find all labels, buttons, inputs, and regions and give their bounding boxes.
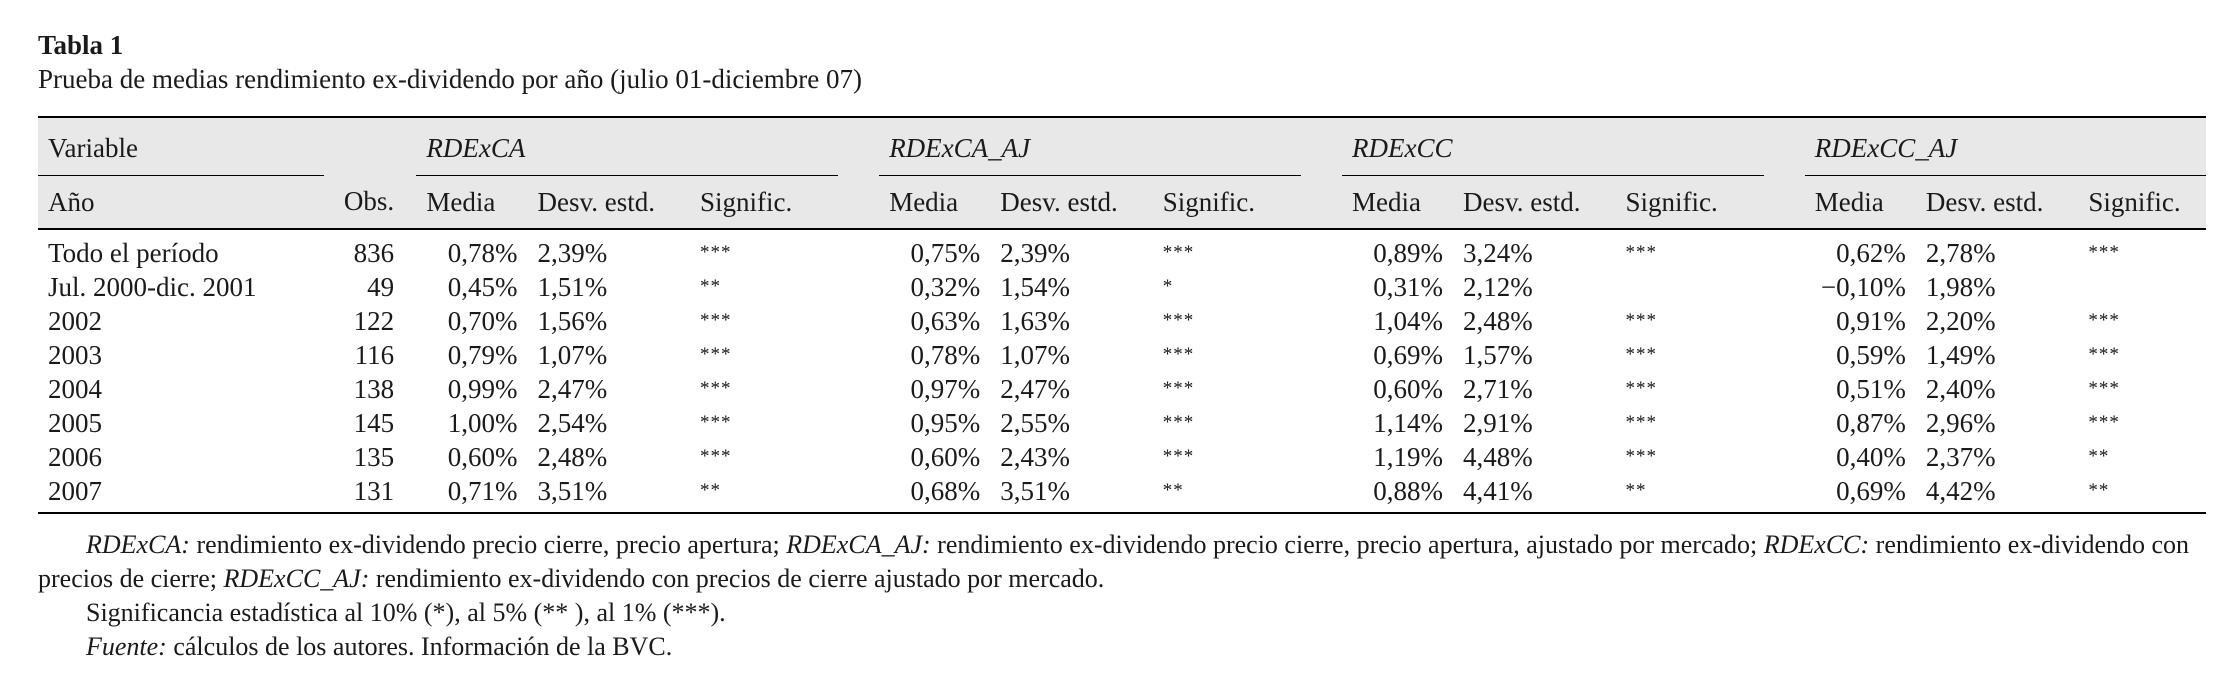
desv-value: 4,41% — [1463, 476, 1533, 506]
signif-value: *** — [699, 310, 732, 331]
obs-value: 836 — [353, 238, 395, 268]
signif-value: ** — [699, 480, 721, 501]
row-label: 2005 — [48, 408, 102, 438]
signif-value — [2078, 270, 2206, 304]
signif-value: *** — [2088, 378, 2120, 399]
desv-value: 2,37% — [1925, 442, 1996, 472]
table-row — [38, 304, 2206, 338]
media-value: 0,60% — [1373, 374, 1444, 404]
media-value: 0,69% — [1373, 340, 1444, 370]
desv-value: 3,51% — [537, 476, 608, 506]
desv-header: Desv. estd. — [990, 176, 1152, 230]
desv-header: Desv. estd. — [1916, 176, 2078, 230]
signif-value: *** — [2088, 242, 2120, 263]
media-value: 0,62% — [1836, 238, 1906, 268]
media-value: 0,32% — [910, 272, 981, 302]
desv-header: Desv. estd. — [527, 176, 689, 230]
desv-value: 2,47% — [1000, 374, 1070, 404]
row-label: 2004 — [48, 374, 102, 404]
signif-header: Signific. — [1153, 176, 1301, 230]
desv-value: 2,78% — [1925, 238, 1996, 268]
desv-value: 1,63% — [1000, 306, 1070, 336]
desv-value: 2,55% — [1000, 408, 1070, 438]
obs-value: 131 — [353, 476, 395, 506]
media-value: 0,68% — [910, 476, 981, 506]
definitions-note — [38, 528, 2206, 596]
desv-value: 2,39% — [1000, 238, 1070, 268]
signif-value: *** — [699, 412, 732, 433]
results-table — [38, 116, 2206, 514]
media-value: 1,04% — [1373, 306, 1444, 336]
signif-header: Signific. — [2078, 176, 2206, 230]
media-value: 0,78% — [447, 238, 518, 268]
table-row — [38, 372, 2206, 406]
table-notes — [38, 528, 2206, 664]
row-label: 2006 — [48, 442, 102, 472]
def-text: rendimiento ex-dividendo con precios de cierre; — [38, 530, 2190, 593]
desv-value: 2,39% — [537, 238, 608, 268]
media-value: 0,40% — [1836, 442, 1906, 472]
media-value: 0,78% — [910, 340, 981, 370]
signif-value — [1616, 270, 1764, 304]
signif-value: ** — [1625, 480, 1647, 501]
table-number: Tabla 1 — [38, 30, 124, 60]
media-value: 0,60% — [910, 442, 981, 472]
desv-value: 1,57% — [1463, 340, 1533, 370]
desv-value: 1,07% — [1000, 340, 1070, 370]
row-label: Todo el período — [48, 238, 219, 268]
def-text: rendimiento ex-dividendo precio cierre, precio apertura, ajustado por mercado; — [930, 530, 1764, 559]
media-value: 1,00% — [447, 408, 518, 438]
desv-value: 3,51% — [1000, 476, 1070, 506]
signif-value: *** — [699, 378, 732, 399]
variable-header: Variable — [38, 117, 324, 176]
desv-value: 2,47% — [537, 374, 608, 404]
obs-value: 49 — [367, 272, 395, 302]
row-label: 2003 — [48, 340, 102, 370]
media-value: 0,70% — [447, 306, 518, 336]
row-label: 2002 — [48, 306, 102, 336]
media-value: 0,31% — [1373, 272, 1444, 302]
desv-value: 1,54% — [1000, 272, 1070, 302]
media-header: Media — [879, 176, 990, 230]
media-header: Media — [416, 176, 527, 230]
media-value: 0,88% — [1373, 476, 1444, 506]
group-header-rdexcc-aj: RDExCC_AJ — [1805, 117, 2206, 176]
media-value: 0,87% — [1836, 408, 1906, 438]
def-term: RDExCC: — [1763, 530, 1870, 559]
obs-header: Obs. — [324, 176, 404, 230]
signif-value: *** — [2088, 412, 2120, 433]
desv-value: 2,40% — [1925, 374, 1996, 404]
media-value: 0,89% — [1373, 238, 1444, 268]
row-label: Jul. 2000-dic. 2001 — [48, 272, 257, 302]
media-value: 0,45% — [447, 272, 518, 302]
media-value: 0,99% — [447, 374, 518, 404]
signif-value: *** — [1162, 378, 1195, 399]
signif-header: Signific. — [690, 176, 838, 230]
signif-value: * — [1162, 276, 1174, 297]
signif-value: ** — [2088, 480, 2110, 501]
obs-value: 116 — [354, 340, 395, 370]
signif-value: *** — [1162, 344, 1195, 365]
desv-header: Desv. estd. — [1453, 176, 1615, 230]
def-term: RDExCC_AJ: — [223, 564, 370, 593]
source-text: cálculos de los autores. Información de la BVC. — [166, 632, 673, 661]
desv-value: 3,24% — [1463, 238, 1533, 268]
source-term: Fuente: — [86, 632, 167, 661]
media-value: 0,60% — [447, 442, 518, 472]
table-row — [38, 338, 2206, 372]
def-term: RDExCA: — [86, 530, 190, 559]
signif-value: *** — [2088, 310, 2120, 331]
obs-value: 145 — [353, 408, 395, 438]
table-caption: Prueba de medias rendimiento ex-dividendo por año (julio 01-diciembre 07) — [38, 64, 863, 94]
def-text: rendimiento ex-dividendo precio cierre, precio apertura; — [189, 530, 787, 559]
desv-value: 2,12% — [1463, 272, 1533, 302]
desv-value: 2,91% — [1463, 408, 1533, 438]
desv-value: 2,20% — [1925, 306, 1996, 336]
group-header-rdexca: RDExCA — [416, 117, 838, 176]
desv-value: 2,48% — [1463, 306, 1533, 336]
source-note — [38, 630, 2206, 664]
media-value: −0,10% — [1820, 272, 1906, 302]
desv-value: 1,98% — [1925, 272, 1996, 302]
media-value: 0,91% — [1836, 306, 1906, 336]
table-row — [38, 474, 2206, 513]
desv-value: 4,42% — [1925, 476, 1996, 506]
desv-value: 2,48% — [537, 442, 608, 472]
signif-value: ** — [2088, 446, 2110, 467]
significance-note: Significancia estadística al 10% (*), al 5% (** ), al 1% (***). — [86, 598, 726, 627]
media-header: Media — [1342, 176, 1453, 230]
media-value: 0,79% — [447, 340, 518, 370]
signif-value: *** — [1625, 310, 1658, 331]
media-value: 0,75% — [910, 238, 981, 268]
group-header-rdexca-aj: RDExCA_AJ — [879, 117, 1301, 176]
desv-value: 1,49% — [1925, 340, 1996, 370]
group-header-rdexcc: RDExCC — [1342, 117, 1764, 176]
table-row — [38, 440, 2206, 474]
media-value: 0,59% — [1836, 340, 1906, 370]
media-value: 0,95% — [910, 408, 981, 438]
signif-value: *** — [699, 344, 732, 365]
signif-value: *** — [1625, 446, 1658, 467]
desv-value: 4,48% — [1463, 442, 1533, 472]
desv-value: 2,96% — [1925, 408, 1996, 438]
media-value: 0,51% — [1836, 374, 1906, 404]
desv-value: 2,71% — [1463, 374, 1533, 404]
obs-value: 135 — [353, 442, 395, 472]
signif-value: *** — [1625, 412, 1658, 433]
signif-value: ** — [1162, 480, 1184, 501]
signif-value: *** — [699, 446, 732, 467]
signif-value: *** — [1625, 242, 1658, 263]
signif-value: *** — [2088, 344, 2120, 365]
signif-value: *** — [1625, 378, 1658, 399]
obs-value: 122 — [353, 306, 395, 336]
media-value: 0,69% — [1836, 476, 1906, 506]
row-label: 2007 — [48, 476, 102, 506]
signif-value: *** — [699, 242, 732, 263]
media-value: 0,97% — [910, 374, 981, 404]
desv-value: 2,54% — [537, 408, 608, 438]
media-value: 1,14% — [1373, 408, 1444, 438]
media-value: 0,63% — [910, 306, 981, 336]
desv-value: 1,56% — [537, 306, 608, 336]
table-row — [38, 406, 2206, 440]
media-value: 1,19% — [1373, 442, 1444, 472]
def-term: RDExCA_AJ: — [786, 530, 931, 559]
table-row — [38, 270, 2206, 304]
signif-value: *** — [1625, 344, 1658, 365]
desv-value: 1,51% — [537, 272, 608, 302]
def-text: rendimiento ex-dividendo con precios de cierre ajustado por mercado. — [369, 564, 1105, 593]
desv-value: 1,07% — [537, 340, 608, 370]
obs-value: 138 — [353, 374, 395, 404]
signif-value: *** — [1162, 310, 1195, 331]
table-figure — [38, 28, 2206, 664]
media-value: 0,71% — [447, 476, 518, 506]
year-header: Año — [38, 176, 324, 230]
signif-value: ** — [699, 276, 721, 297]
signif-value: *** — [1162, 412, 1195, 433]
table-body — [38, 229, 2206, 513]
signif-value: *** — [1162, 242, 1195, 263]
media-header: Media — [1805, 176, 1916, 230]
desv-value: 2,43% — [1000, 442, 1070, 472]
table-row — [38, 229, 2206, 270]
signif-value: *** — [1162, 446, 1195, 467]
signif-header: Signific. — [1616, 176, 1764, 230]
